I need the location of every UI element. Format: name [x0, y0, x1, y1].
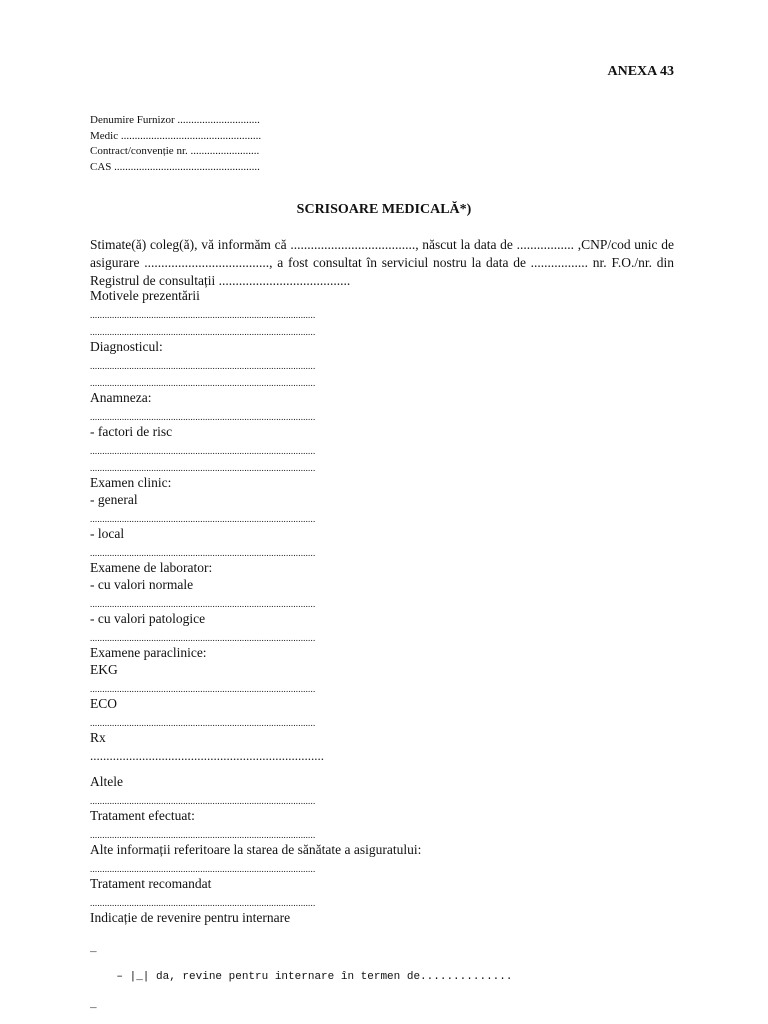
cas-field[interactable]: CAS .....................................................	[90, 160, 260, 173]
fill-line[interactable]: ............................................................................................	[90, 548, 316, 558]
section-anamneza: Anamneza:	[90, 390, 152, 405]
fill-line[interactable]: ............................................................................................	[90, 830, 316, 840]
fill-line[interactable]: ............................................................................................	[90, 633, 316, 643]
fill-line[interactable]: ............................................................................................	[90, 796, 316, 806]
spacer	[90, 763, 421, 773]
fill-line[interactable]: ............................................................................................	[90, 514, 316, 524]
section-valori-normale: - cu valori normale	[90, 577, 194, 592]
section-indicatie-revenire: Indicație de revenire pentru internare	[90, 910, 291, 925]
section-alte-informatii: Alte informații referitoare la starea de sănătate a asiguratului:	[90, 842, 422, 857]
checkbox-top-bar: _	[90, 943, 97, 955]
section-altele: Altele	[90, 774, 123, 789]
fill-line[interactable]: ............................................................................................	[90, 599, 316, 609]
section-motive: Motivele prezentării	[90, 288, 200, 303]
fill-line[interactable]: ............................................................................................	[90, 412, 316, 422]
fill-line[interactable]: ............................................................................................	[90, 898, 316, 908]
section-ekg: EKG	[90, 662, 118, 677]
form-sections	[90, 287, 421, 926]
fill-line[interactable]: ............................................................................................	[90, 378, 316, 388]
fill-line[interactable]: ............................................................................................	[90, 864, 316, 874]
readmission-checkbox[interactable]	[90, 956, 512, 998]
fill-line[interactable]: ............................................................................................	[90, 684, 316, 694]
section-examen-clinic: Examen clinic:	[90, 475, 172, 490]
section-examene-paraclinice: Examene paraclinice:	[90, 645, 207, 660]
document-title: SCRISOARE MEDICALĂ*)	[296, 202, 472, 217]
fill-line[interactable]: ............................................................................................	[90, 463, 316, 473]
provider-block	[90, 113, 261, 175]
readmission-checkbox-block	[90, 942, 512, 1012]
section-tratament-efectuat: Tratament efectuat:	[90, 808, 195, 823]
section-general: - general	[90, 492, 138, 507]
fill-line-large[interactable]: ........................................................................	[90, 748, 324, 763]
section-diagnostic: Diagnosticul:	[90, 339, 163, 354]
fill-line[interactable]: ............................................................................................	[90, 327, 316, 337]
section-local: - local	[90, 526, 125, 541]
annex-number: ANEXA 43	[607, 64, 674, 79]
readmission-checkbox-label: |_| da, revine pentru internare în termen de..............	[129, 971, 513, 983]
doctor-field[interactable]: Medic ...................................................	[90, 129, 262, 142]
checkbox-bar-left: –	[116, 971, 130, 983]
contract-field[interactable]: Contract/convenție nr. .........................	[90, 145, 260, 157]
fill-line[interactable]: ............................................................................................	[90, 361, 316, 371]
section-examene-laborator: Examene de laborator:	[90, 560, 213, 575]
fill-line[interactable]: ............................................................................................	[90, 446, 316, 456]
fill-line[interactable]: ............................................................................................	[90, 718, 316, 728]
section-factori-risc: - factori de risc	[90, 424, 173, 439]
intro-paragraph: Stimate(ă) coleg(ă), vă informăm că ....................................., născut la data de ................. ,CNP/cod unic de asigurare ....................................., a fost consultat în serviciul nostru la data de ................. nr. F.O./nr. din Registrul de consultații .......................................	[90, 237, 674, 288]
fill-line[interactable]: ............................................................................................	[90, 310, 316, 320]
section-valori-patologice: - cu valori patologice	[90, 611, 206, 626]
section-rx: Rx	[90, 730, 106, 745]
section-eco: ECO	[90, 696, 117, 711]
checkbox-bottom-bar: _	[90, 999, 97, 1011]
section-tratament-recomandat: Tratament recomandat	[90, 876, 212, 891]
provider-name-field[interactable]: Denumire Furnizor ..............................	[90, 114, 260, 126]
